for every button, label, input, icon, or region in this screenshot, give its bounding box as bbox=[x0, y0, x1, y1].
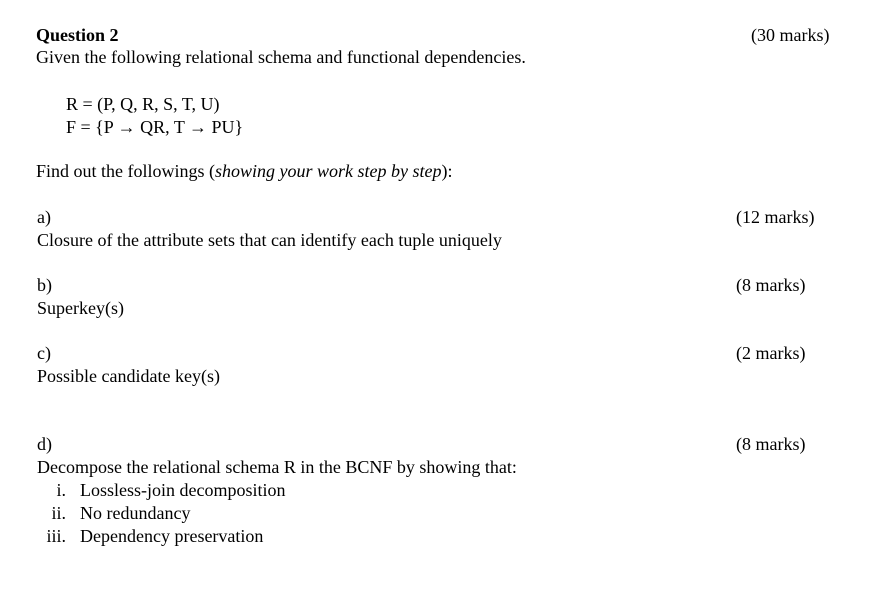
schema-dependencies: F = {P → QR, T → PU} bbox=[66, 117, 244, 137]
part-b-label: b) bbox=[37, 275, 52, 295]
instruction-suffix: ): bbox=[441, 161, 453, 181]
part-d-item bbox=[36, 479, 286, 501]
part-d-item-number: iii. bbox=[46, 526, 66, 546]
instruction-prefix: Find out the followings ( bbox=[36, 161, 215, 181]
part-d-item-text: No redundancy bbox=[80, 503, 191, 523]
part-c-text: Possible candidate key(s) bbox=[37, 366, 220, 386]
part-d-item-number: ii. bbox=[51, 503, 66, 523]
part-c-marks: (2 marks) bbox=[736, 343, 806, 363]
part-d-item-text: Lossless-join decomposition bbox=[80, 480, 286, 500]
question-marks: (30 marks) bbox=[751, 25, 830, 45]
instruction bbox=[36, 160, 453, 182]
part-d-item bbox=[36, 525, 263, 547]
part-b-marks: (8 marks) bbox=[736, 275, 806, 295]
part-a-label: a) bbox=[37, 207, 51, 227]
part-d-label: d) bbox=[37, 434, 52, 454]
part-c-label: c) bbox=[37, 343, 51, 363]
part-a-marks: (12 marks) bbox=[736, 207, 815, 227]
schema-relation: R = (P, Q, R, S, T, U) bbox=[66, 94, 220, 114]
part-d-text: Decompose the relational schema R in the BCNF by showing that: bbox=[37, 457, 517, 477]
instruction-emphasis: showing your work step by step bbox=[215, 161, 442, 181]
part-b-text: Superkey(s) bbox=[37, 298, 124, 318]
part-d-marks: (8 marks) bbox=[736, 434, 806, 454]
part-d-item-text: Dependency preservation bbox=[80, 526, 264, 546]
question-intro: Given the following relational schema and functional dependencies. bbox=[36, 47, 526, 67]
part-d-item bbox=[36, 502, 190, 524]
question-title: Question 2 bbox=[36, 25, 119, 45]
part-d-item-number: i. bbox=[56, 480, 66, 500]
part-a-text: Closure of the attribute sets that can identify each tuple uniquely bbox=[37, 230, 502, 250]
